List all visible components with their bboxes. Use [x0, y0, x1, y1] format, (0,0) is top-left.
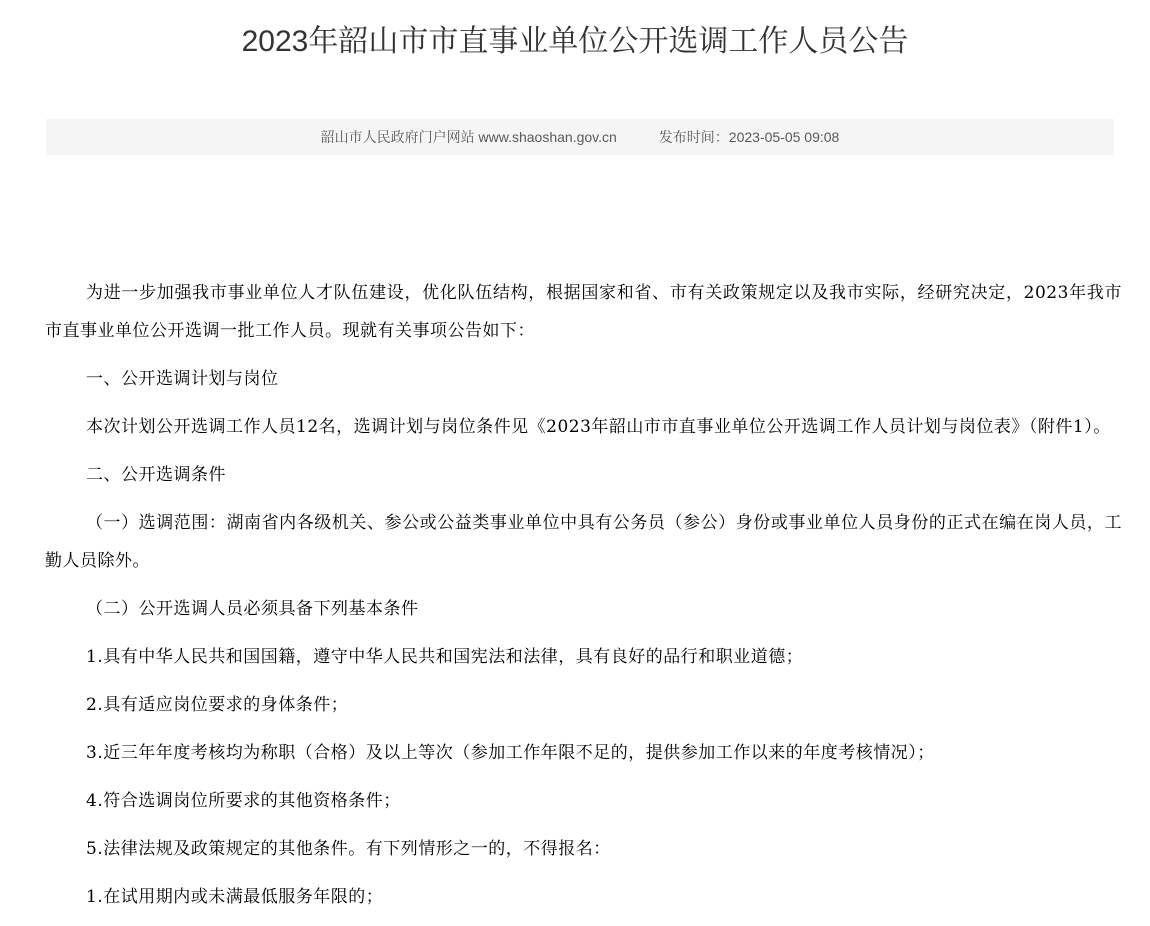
article-paragraph: 本次计划公开选调工作人员12名，选调计划与岗位条件见《2023年韶山市市直事业单位公开选调工作人员计划与岗位表》（附件1）。	[86, 417, 1111, 437]
publish-time-label: 发布时间：	[658, 129, 729, 145]
list-item: 5.法律法规及政策规定的其他条件。有下列情形之一的，不得报名：	[86, 839, 611, 859]
article-paragraph: （一）选调范围：湖南省内各级机关、参公或公益类事业单位中具有公务员（参公）身份或事业单位人员身份的正式在编在岗人员，工勤人员除外。	[45, 513, 1122, 571]
announcement-body	[45, 274, 1122, 926]
list-item: 3.近三年年度考核均为称职（合格）及以上等次（参加工作年限不足的，提供参加工作以来的年度考核情况）；	[86, 743, 935, 763]
meta-bar	[46, 119, 1114, 155]
list-item: 2.具有适应岗位要求的身体条件；	[86, 695, 349, 715]
publish-time-value: 2023-05-05 09:08	[728, 129, 840, 145]
article-paragraph: 为进一步加强我市事业单位人才队伍建设，优化队伍结构，根据国家和省、市有关政策规定以及我市实际，经研究决定，2023年我市市直事业单位公开选调一批工作人员。现就有关事项公告如下：	[45, 283, 1122, 341]
page-title: 2023年韶山市市直事业单位公开选调工作人员公告	[241, 25, 909, 58]
list-item: 4.符合选调岗位所要求的其他资格条件；	[86, 791, 401, 811]
list-item: 1.在试用期内或未满最低服务年限的；	[86, 887, 384, 907]
source-site-text: 韶山市人民政府门户网站 www.shaoshan.gov.cn	[320, 129, 617, 145]
subsection-heading: （二）公开选调人员必须具备下列基本条件	[86, 599, 419, 619]
list-item: 1.具有中华人民共和国国籍，遵守中华人民共和国宪法和法律，具有良好的品行和职业道德；	[86, 647, 804, 667]
section-heading: 二、公开选调条件	[86, 465, 226, 485]
section-heading: 一、公开选调计划与岗位	[86, 369, 279, 389]
